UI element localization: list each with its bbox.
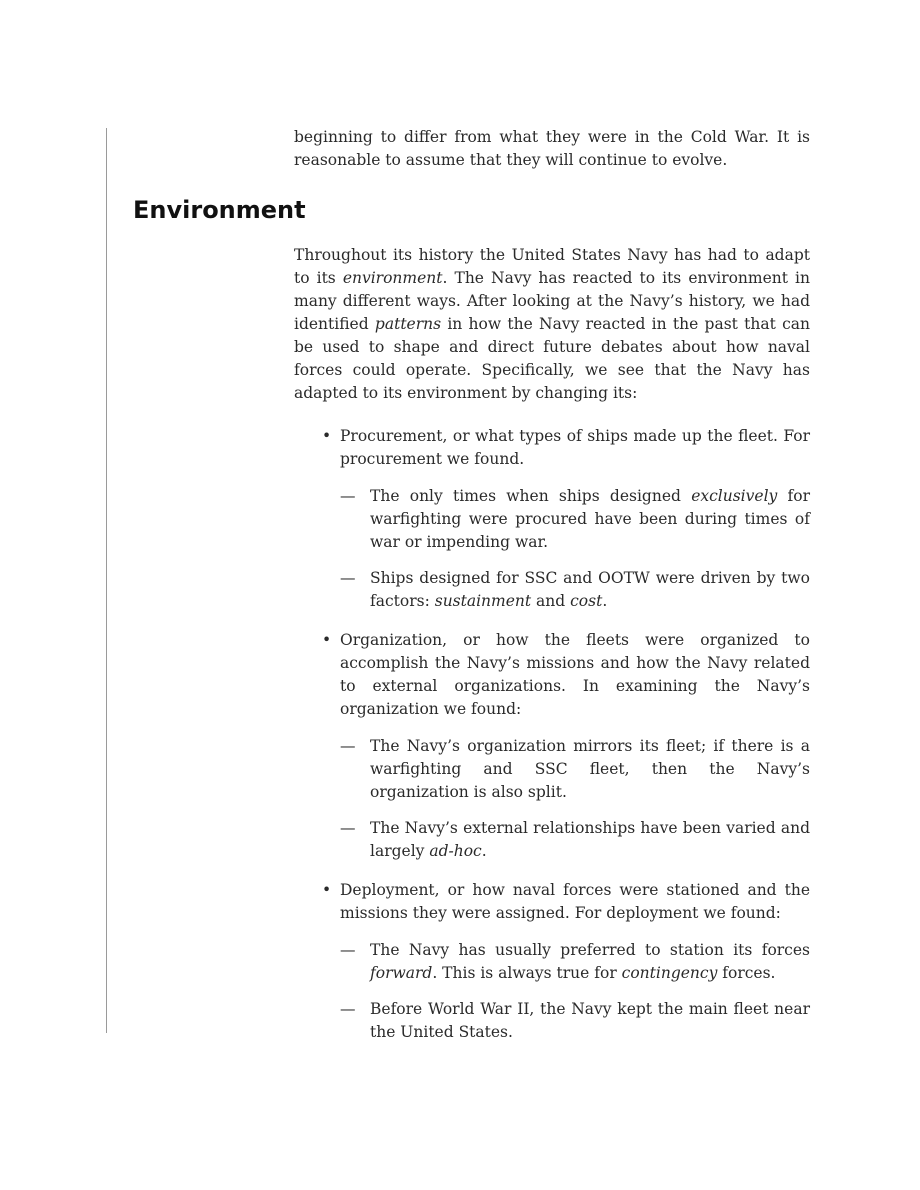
section-heading: Environment [133,196,306,224]
dash-icon: — [340,819,356,837]
emphasis-text: contingency [621,964,718,982]
text-run: The only times when ships designed [370,487,692,505]
text-run: for warfighting were procured have been during times of war or impending war. [370,487,811,551]
dash-icon: — [340,737,356,755]
bullet-item [318,879,810,1044]
emphasis-text: patterns [374,315,442,333]
body-paragraph [294,244,810,405]
sub-item [340,998,810,1044]
text-run: Organization, or how the fleets were organized to accomplish the Navy’s missions and how the Navy related to external organizations. In examining the Navy’s organization we found: [340,631,810,718]
text-run: . This is always true for [432,964,622,982]
sub-item [340,485,810,554]
bullet-text [340,425,810,471]
text-run: . [602,592,608,610]
text-run: . The Navy has reacted to its environment in many different ways. After looking at the Navy’s history, we had identified [294,269,810,333]
text-run: Before World War II, the Navy kept the main fleet near the United States. [370,1000,810,1041]
dash-icon: — [340,487,356,505]
bullet-icon: • [322,631,332,649]
bullet-icon: • [322,427,332,445]
sub-list [340,735,810,863]
emphasis-text: ad-hoc [429,842,482,860]
dash-icon: — [340,941,356,959]
text-run: and [531,592,571,610]
emphasis-text: exclusively [691,487,778,505]
sub-item [340,567,810,613]
emphasis-text: sustainment [434,592,532,610]
text-run: . [481,842,487,860]
text-run: The Navy’s organization mirrors its fleet; if there is a warfighting and SSC fleet, then the Navy’s organization is also split. [370,737,810,801]
emphasis-text: cost [570,592,603,610]
dash-icon: — [340,1000,356,1018]
dash-icon: — [340,569,356,587]
sub-item [340,735,810,804]
sub-list [340,939,810,1044]
sub-list [340,485,810,613]
text-run: Deployment, or how naval forces were stationed and the missions they were assigned. For deployment we found: [340,881,810,922]
emphasis-text: forward [370,964,433,982]
text-run: Throughout its history the United States Navy has had to adapt to its [294,246,810,287]
sub-item [340,939,810,985]
text-run: forces. [717,964,776,982]
text-run: The Navy’s external relationships have been varied and largely [370,819,810,860]
emphasis-text: environment [342,269,443,287]
intro-paragraph: beginning to differ from what they were in the Cold War. It is reasonable to assume that they will continue to evolve. [294,128,810,169]
text-run: The Navy has usually preferred to station its forces [370,941,810,959]
bullet-item [318,425,810,613]
text-run: Ships designed for SSC and OOTW were driven by two factors: [370,569,810,610]
sub-item [340,817,810,863]
margin-rule [106,128,107,1033]
text-run: Procurement, or what types of ships made up the fleet. For procurement we found. [340,427,810,468]
bullet-text [340,879,810,925]
bullet-text [340,629,810,721]
bullet-list [318,425,810,1060]
bullet-item [318,629,810,863]
text-run: in how the Navy reacted in the past that can be used to shape and direct future debates about how naval forces could operate. Specifically, we see that the Navy has adapted to its environment by changing its: [294,315,810,402]
bullet-icon: • [322,881,332,899]
